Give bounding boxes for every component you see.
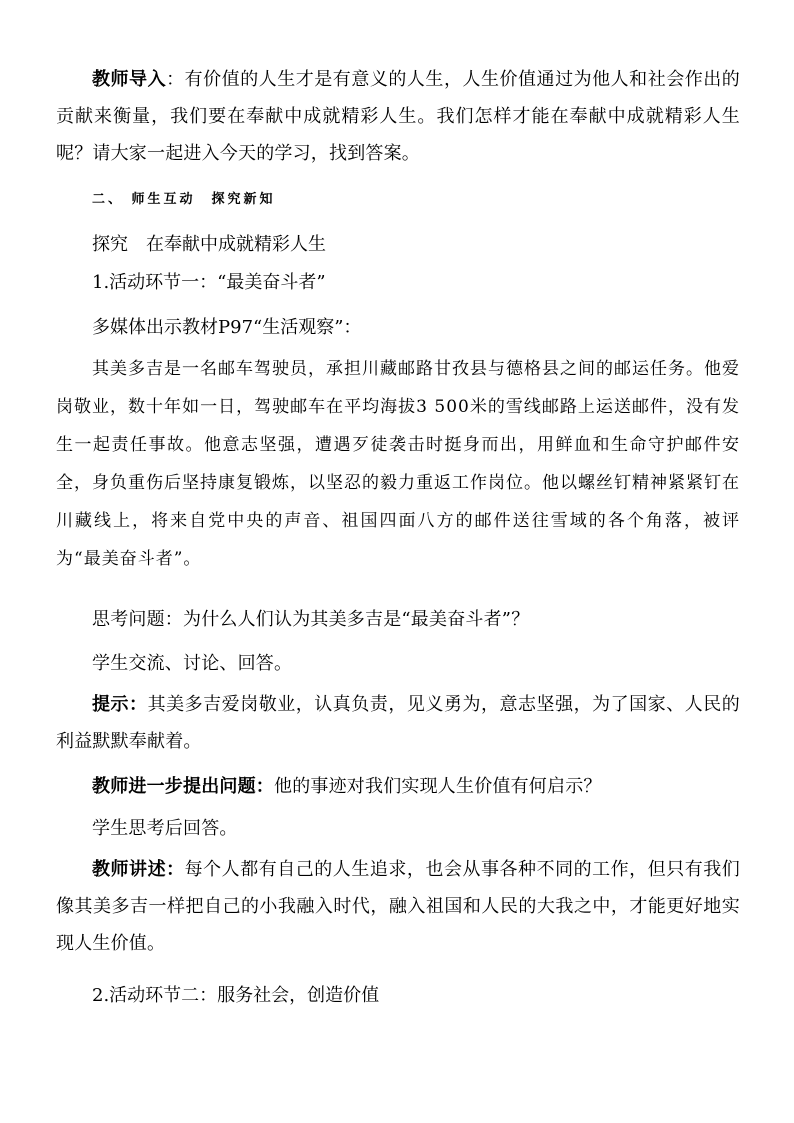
intro-text: 有价值的人生才是有意义的人生，人生价值通过为他人和社会作出的贡献来衡量，我们要在奉献中成就精彩人生。我们怎样才能在奉献中成就精彩人生呢？请大家一起进入今天的学习，找到答案。 <box>56 69 740 164</box>
further-question-paragraph <box>56 768 740 805</box>
activity1-story: 其美多吉是一名邮车驾驶员，承担川藏邮路甘孜县与德格县之间的邮运任务。他爱岗敬业，数十年如一日，驾驶邮车在平均海拔3 500米的雪线邮路上运送邮件，没有发生一起责任事故。他意志坚强，遭遇歹徒袭击时挺身而出，用鲜血和生命守护邮件安全，身负重伤后坚持康复锻炼，以坚忍的毅力重返工作岗位。他以螺丝钉精神紧紧钉在川藏线上，将来自党中央的声音、祖国四面八方的邮件送往雪域的各个角落，被评为“最美奋斗者”。 <box>56 359 740 569</box>
section-heading: 二、 师生互动 探究新知 <box>92 192 276 207</box>
question-paragraph <box>56 601 740 638</box>
lecture-label: 教师讲述： <box>92 859 185 880</box>
intro-label: 教师导入 <box>92 69 167 90</box>
students-discussion: 学生交流、讨论、回答。 <box>92 653 293 674</box>
students-answer: 学生思考后回答。 <box>92 818 238 839</box>
further-text: 他的事迹对我们实现人生价值有何启示？ <box>274 776 602 797</box>
intro-paragraph <box>56 61 740 172</box>
hint-text: 其美多吉爱岗敬业，认真负责，见义勇为，意志坚强，为了国家、人民的利益默默奉献着。 <box>56 694 740 752</box>
activity1-display: 多媒体出示教材P97“生活观察”： <box>92 317 362 338</box>
lecture-paragraph <box>56 851 740 962</box>
further-label: 教师进一步提出问题： <box>92 776 274 797</box>
question-label: 思考问题： <box>92 609 183 630</box>
hint-paragraph <box>56 686 740 760</box>
intro-colon: ： <box>166 69 185 90</box>
question-text: 为什么人们认为其美多吉是“最美奋斗者”？ <box>183 609 530 630</box>
activity2-title: 2.活动环节二：服务社会，创造价值 <box>92 985 380 1006</box>
lecture-text: 每个人都有自己的人生追求，也会从事各种不同的工作，但只有我们像其美多吉一样把自己的小我融入时代，融入祖国和人民的大我之中，才能更好地实现人生价值。 <box>56 859 741 954</box>
explore-heading: 探究 在奉献中成就精彩人生 <box>92 234 326 255</box>
activity1-title: 1.活动环节一：“最美奋斗者” <box>92 272 326 293</box>
hint-label: 提示： <box>92 694 148 715</box>
